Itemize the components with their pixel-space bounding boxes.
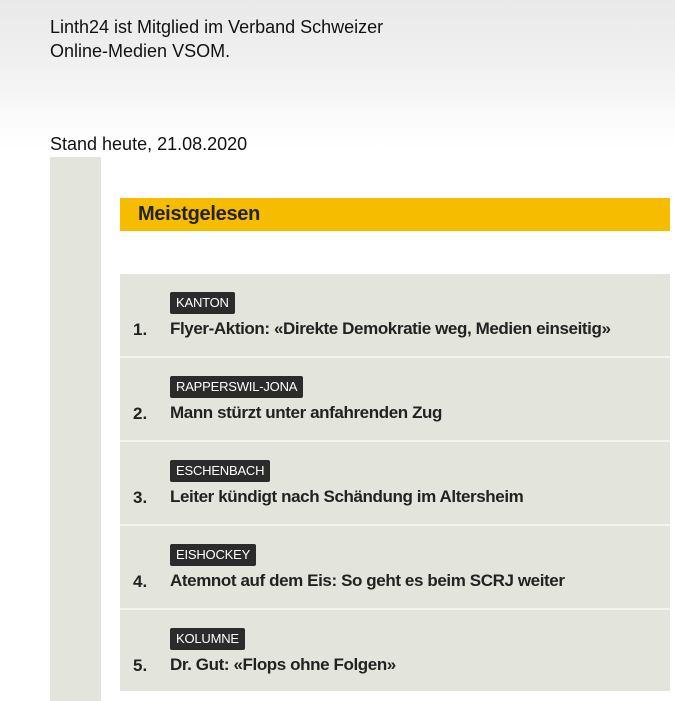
item-rank: 5. [133,656,148,675]
most-read-list [120,274,670,691]
category-tag[interactable]: ESCHENBACH [170,460,270,482]
list-item[interactable] [120,274,670,358]
article-headline-link[interactable]: Dr. Gut: «Flops ohne Folgen» [170,655,396,674]
article-headline-link[interactable]: Atemnot auf dem Eis: So geht es beim SCRJ weiter [170,571,565,590]
intro-line-1: Linth24 ist Mitglied im Verband Schweizer [50,17,384,37]
category-tag[interactable]: KANTON [170,292,235,314]
article-headline-link[interactable]: Mann stürzt unter anfahrenden Zug [170,403,443,422]
category-tag[interactable]: KOLUMNE [170,628,245,650]
intro-text [50,15,470,63]
item-rank: 2. [133,404,148,423]
article-headline-link[interactable]: Leiter kündigt nach Schändung im Altersheim [170,487,524,506]
category-tag[interactable]: EISHOCKEY [170,544,256,566]
item-rank: 1. [133,320,148,339]
category-tag[interactable]: RAPPERSWIL-JONA [170,376,303,398]
list-item[interactable] [120,442,670,526]
date-line: Stand heute, 21.08.2020 [50,134,248,154]
article-headline-link[interactable]: Flyer-Aktion: «Direkte Demokratie weg, Medien einseitig» [170,319,611,338]
list-item[interactable] [120,610,670,693]
widget-header [120,198,670,231]
meistgelesen-screenshot [50,157,675,701]
list-item[interactable] [120,526,670,610]
intro-line-2: Online-Medien VSOM. [50,41,231,61]
item-rank: 4. [133,572,148,591]
list-item[interactable] [120,358,670,442]
item-rank: 3. [133,488,148,507]
sidebar-strip [50,157,101,701]
widget-title: Meistgelesen [138,203,261,225]
